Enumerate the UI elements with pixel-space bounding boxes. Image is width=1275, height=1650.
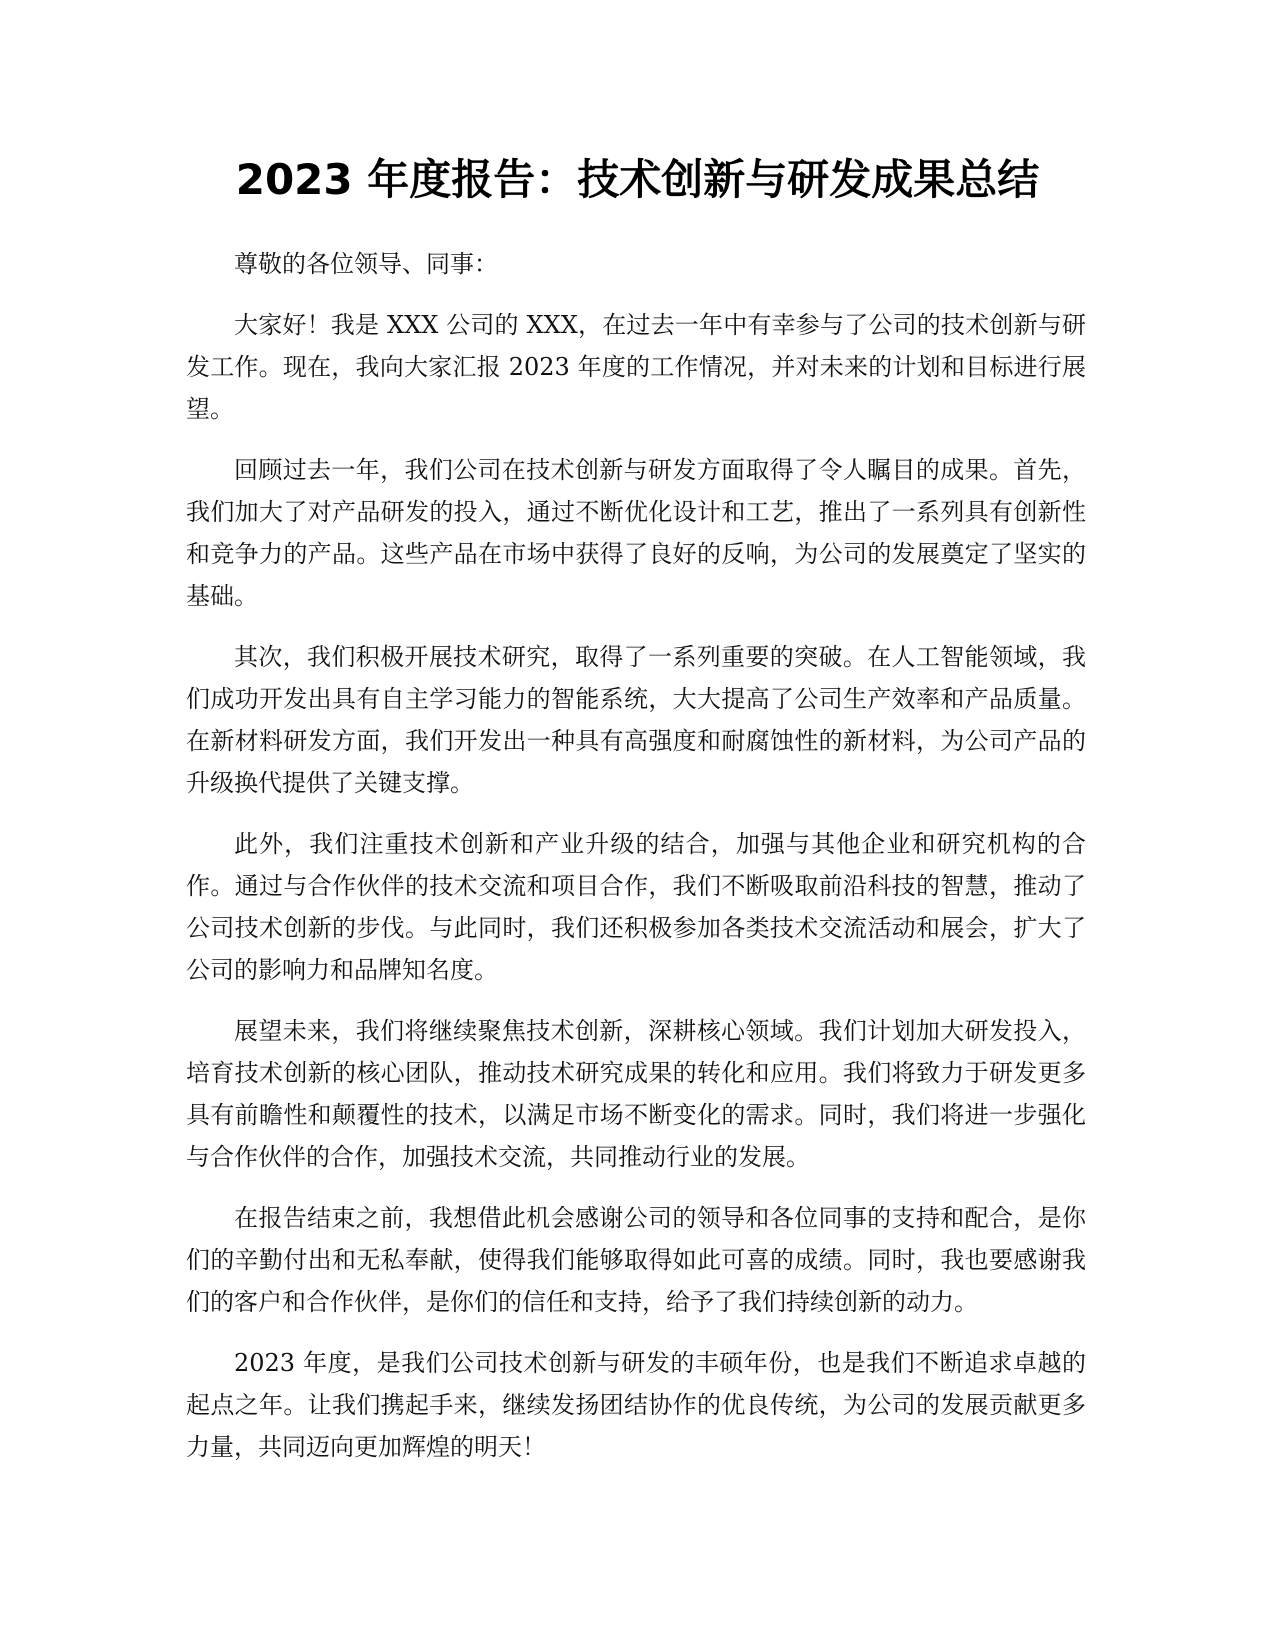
- body-paragraph: 回顾过去一年，我们公司在技术创新与研发方面取得了令人瞩目的成果。首先，我们加大了对产品研发的投入，通过不断优化设计和工艺，推出了一系列具有创新性和竞争力的产品。这些产品在市场中获得了良好的反响，为公司的发展奠定了坚实的基础。: [186, 456, 1086, 610]
- greeting-paragraph: 尊敬的各位领导、同事：: [234, 250, 498, 278]
- body-paragraph: 2023 年度，是我们公司技术创新与研发的丰硕年份，也是我们不断追求卓越的起点之年。让我们携起手来，继续发扬团结协作的优良传统，为公司的发展贡献更多力量，共同迈向更加辉煌的明天！: [186, 1349, 1086, 1461]
- body-paragraph: 大家好！我是 XXX 公司的 XXX，在过去一年中有幸参与了公司的技术创新与研发工作。现在，我向大家汇报 2023 年度的工作情况，并对未来的计划和目标进行展望。: [186, 311, 1086, 423]
- body-paragraph: 在报告结束之前，我想借此机会感谢公司的领导和各位同事的支持和配合，是你们的辛勤付出和无私奉献，使得我们能够取得如此可喜的成绩。同时，我也要感谢我们的客户和合作伙伴，是你们的信任和支持，给予了我们持续创新的动力。: [186, 1204, 1086, 1316]
- body-paragraph: 此外，我们注重技术创新和产业升级的结合，加强与其他企业和研究机构的合作。通过与合作伙伴的技术交流和项目合作，我们不断吸取前沿科技的智慧，推动了公司技术创新的步伐。与此同时，我们还积极参加各类技术交流活动和展会，扩大了公司的影响力和品牌知名度。: [186, 830, 1086, 984]
- document-title: 2023 年度报告：技术创新与研发成果总结: [235, 155, 1040, 204]
- document-body: [186, 243, 1086, 1487]
- body-paragraph: 其次，我们积极开展技术研究，取得了一系列重要的突破。在人工智能领域，我们成功开发出具有自主学习能力的智能系统，大大提高了公司生产效率和产品质量。在新材料研发方面，我们开发出一种具有高强度和耐腐蚀性的新材料，为公司产品的升级换代提供了关键支撑。: [186, 643, 1086, 797]
- body-paragraph: 展望未来，我们将继续聚焦技术创新，深耕核心领域。我们计划加大研发投入，培育技术创新的核心团队，推动技术研究成果的转化和应用。我们将致力于研发更多具有前瞻性和颠覆性的技术，以满足市场不断变化的需求。同时，我们将进一步强化与合作伙伴的合作，加强技术交流，共同推动行业的发展。: [186, 1017, 1086, 1171]
